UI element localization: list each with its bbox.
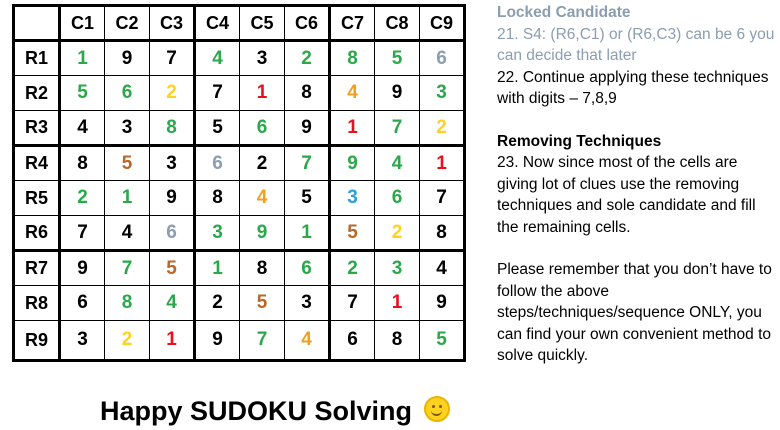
column-header: C4	[195, 6, 240, 41]
sudoku-cell: 1	[60, 41, 105, 76]
sudoku-cell: 9	[420, 286, 465, 321]
sudoku-cell: 9	[195, 321, 240, 361]
sudoku-cell: 5	[240, 286, 285, 321]
column-header: C8	[375, 6, 420, 41]
sudoku-cell: 1	[375, 286, 420, 321]
sudoku-cell: 4	[105, 216, 150, 251]
sudoku-cell: 4	[195, 41, 240, 76]
grid-row	[14, 251, 465, 286]
sudoku-cell: 9	[105, 41, 150, 76]
sudoku-cell: 9	[60, 251, 105, 286]
remember-note: Please remember that you don’t have to follow the above steps/techniques/sequence ONLY, you can find your own convenient method to solve quickly.	[497, 261, 772, 364]
sudoku-cell: 8	[330, 41, 375, 76]
sudoku-cell: 8	[150, 111, 195, 146]
sudoku-cell: 5	[195, 111, 240, 146]
sudoku-cell: 8	[105, 286, 150, 321]
grid-row	[14, 76, 465, 111]
row-header: R9	[14, 321, 60, 361]
sudoku-cell: 9	[240, 216, 285, 251]
sudoku-cell: 8	[60, 146, 105, 181]
sudoku-cell: 5	[150, 251, 195, 286]
sudoku-cell: 7	[105, 251, 150, 286]
sudoku-cell: 2	[105, 321, 150, 361]
sudoku-cell: 4	[240, 181, 285, 216]
sudoku-cell: 3	[60, 321, 105, 361]
sudoku-cell: 7	[330, 286, 375, 321]
sudoku-cell: 2	[240, 146, 285, 181]
smiley-icon	[424, 396, 450, 422]
sudoku-cell: 5	[420, 321, 465, 361]
sudoku-cell: 5	[60, 76, 105, 111]
sudoku-cell: 2	[330, 251, 375, 286]
column-header: C6	[285, 6, 330, 41]
sudoku-cell: 8	[195, 181, 240, 216]
grid-row	[14, 146, 465, 181]
sudoku-cell: 3	[150, 146, 195, 181]
sudoku-cell: 4	[285, 321, 330, 361]
column-header: C3	[150, 6, 195, 41]
sudoku-cell: 5	[285, 181, 330, 216]
footer-text: Happy SUDOKU Solving	[100, 396, 413, 426]
row-header: R5	[14, 181, 60, 216]
grid-row	[14, 181, 465, 216]
sudoku-cell: 9	[150, 181, 195, 216]
removing-techniques-heading: Removing Techniques	[497, 132, 662, 150]
sudoku-cell: 1	[240, 76, 285, 111]
sudoku-grid	[12, 4, 466, 362]
sudoku-cell: 2	[375, 216, 420, 251]
sudoku-cell: 9	[285, 111, 330, 146]
sudoku-cell: 4	[60, 111, 105, 146]
row-header: R1	[14, 41, 60, 76]
sudoku-cell: 6	[420, 41, 465, 76]
sudoku-cell: 3	[420, 76, 465, 111]
sudoku-cell: 4	[150, 286, 195, 321]
sudoku-cell: 2	[60, 181, 105, 216]
column-header: C7	[330, 6, 375, 41]
sudoku-cell: 8	[420, 216, 465, 251]
instructions-panel	[497, 2, 777, 367]
grid-row	[14, 321, 465, 361]
sudoku-cell: 6	[285, 251, 330, 286]
sudoku-cell: 1	[285, 216, 330, 251]
sudoku-cell: 7	[240, 321, 285, 361]
sudoku-cell: 9	[330, 146, 375, 181]
sudoku-cell: 4	[420, 251, 465, 286]
row-header: R3	[14, 111, 60, 146]
sudoku-cell: 2	[150, 76, 195, 111]
sudoku-cell: 2	[195, 286, 240, 321]
sudoku-cell: 6	[195, 146, 240, 181]
locked-candidate-heading: Locked Candidate	[497, 4, 631, 21]
grid-row	[14, 41, 465, 76]
column-header: C5	[240, 6, 285, 41]
sudoku-cell: 5	[105, 146, 150, 181]
grid-row	[14, 111, 465, 146]
sudoku-cell: 1	[420, 146, 465, 181]
sudoku-cell: 5	[330, 216, 375, 251]
sudoku-cell: 3	[105, 111, 150, 146]
corner-cell	[14, 6, 60, 41]
sudoku-cell: 7	[150, 41, 195, 76]
sudoku-cell: 6	[60, 286, 105, 321]
sudoku-cell: 6	[375, 181, 420, 216]
sudoku-cell: 7	[195, 76, 240, 111]
sudoku-cell: 6	[105, 76, 150, 111]
sudoku-cell: 2	[420, 111, 465, 146]
step-22: 22. Continue applying these techniques with digits – 7,8,9	[497, 68, 769, 107]
sudoku-cell: 3	[195, 216, 240, 251]
row-header: R7	[14, 251, 60, 286]
column-header: C2	[105, 6, 150, 41]
sudoku-cell: 1	[330, 111, 375, 146]
sudoku-cell: 9	[375, 76, 420, 111]
grid-row	[14, 216, 465, 251]
sudoku-cell: 7	[420, 181, 465, 216]
sudoku-cell: 3	[375, 251, 420, 286]
sudoku-cell: 6	[150, 216, 195, 251]
sudoku-cell: 3	[240, 41, 285, 76]
column-header: C9	[420, 6, 465, 41]
sudoku-cell: 8	[240, 251, 285, 286]
footer-message	[100, 396, 450, 427]
sudoku-cell: 6	[240, 111, 285, 146]
sudoku-cell: 7	[285, 146, 330, 181]
sudoku-cell: 1	[105, 181, 150, 216]
header-row	[14, 6, 465, 41]
sudoku-cell: 1	[150, 321, 195, 361]
sudoku-cell: 2	[285, 41, 330, 76]
column-header: C1	[60, 6, 105, 41]
sudoku-cell: 3	[330, 181, 375, 216]
sudoku-cell: 3	[285, 286, 330, 321]
sudoku-cell: 4	[330, 76, 375, 111]
row-header: R6	[14, 216, 60, 251]
sudoku-cell: 8	[285, 76, 330, 111]
row-header: R2	[14, 76, 60, 111]
sudoku-cell: 1	[195, 251, 240, 286]
sudoku-cell: 6	[330, 321, 375, 361]
sudoku-cell: 5	[375, 41, 420, 76]
row-header: R4	[14, 146, 60, 181]
step-23: 23. Now since most of the cells are giving lot of clues use the removing techniques and sole candidate and fill the remaining cells.	[497, 154, 756, 236]
sudoku-cell: 4	[375, 146, 420, 181]
sudoku-cell: 8	[375, 321, 420, 361]
sudoku-cell: 7	[60, 216, 105, 251]
step-21: 21. S4: (R6,C1) or (R6,C3) can be 6 you can decide that later	[497, 25, 775, 64]
row-header: R8	[14, 286, 60, 321]
sudoku-cell: 7	[375, 111, 420, 146]
grid-row	[14, 286, 465, 321]
